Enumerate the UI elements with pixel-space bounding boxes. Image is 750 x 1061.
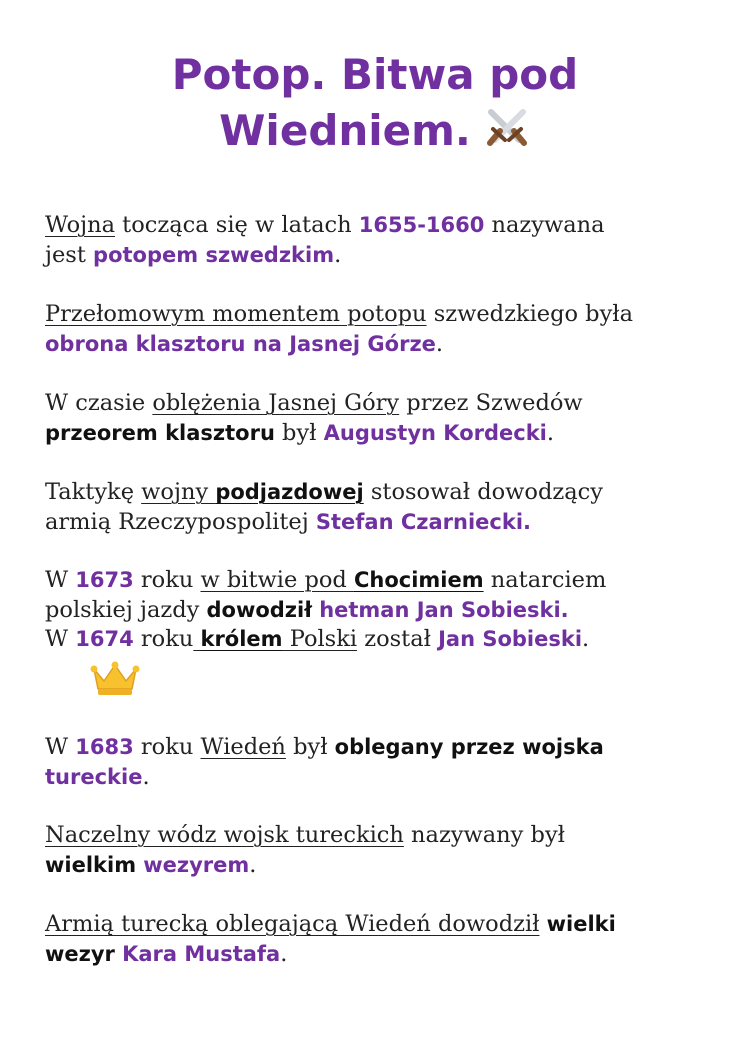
paragraph-6	[45, 733, 725, 792]
paragraph-1	[45, 211, 725, 270]
paragraph-6-line-1: W 1683 roku Wiedeń był oblegany przez wojska	[45, 734, 604, 760]
paragraph-3-line-1: W czasie oblężenia Jasnej Góry przez Szwedów	[45, 390, 583, 416]
paragraph-7	[45, 821, 725, 880]
paragraph-1-line-2: jest potopem szwedzkim.	[45, 241, 342, 268]
paragraph-4	[45, 478, 725, 537]
crown-icon	[90, 661, 140, 701]
paragraph-5-line-2: polskiej jazdy dowodził hetman Jan Sobieski.	[45, 596, 569, 623]
paragraph-5	[45, 566, 725, 655]
paragraph-6-line-2: tureckie.	[45, 763, 150, 790]
paragraph-4-line-1: Taktykę wojny podjazdowej stosował dowodzący	[45, 479, 603, 505]
paragraph-8	[45, 910, 725, 969]
paragraph-2-line-1: Przełomowym momentem potopu szwedzkiego była	[45, 301, 634, 327]
paragraph-5-line-3: W 1674 roku królem Polski został Jan Sobieski.	[45, 626, 590, 652]
paragraph-8-line-2: wezyr Kara Mustafa.	[45, 940, 288, 967]
paragraph-7-line-1: Naczelny wódz wojsk tureckich nazywany był	[45, 822, 565, 848]
paragraph-3-line-2: przeorem klasztoru był Augustyn Kordecki.	[45, 419, 555, 446]
paragraph-7-line-2: wielkim wezyrem.	[45, 851, 257, 878]
paragraph-2-line-2: obrona klasztoru na Jasnej Górze.	[45, 330, 444, 357]
paragraph-4-line-2: armią Rzeczypospolitej Stefan Czarniecki.	[45, 508, 531, 535]
paragraph-2	[45, 300, 725, 359]
page-title-line-1: Potop. Bitwa pod	[171, 50, 579, 99]
paragraph-8-line-1: Armią turecką oblegającą Wiedeń dowodził wielki	[45, 911, 616, 937]
crossed-swords-icon	[483, 106, 531, 161]
paragraph-3	[45, 389, 725, 448]
page-title-line-2: Wiedniem.	[0, 106, 750, 161]
paragraph-1-line-1: Wojna tocząca się w latach 1655-1660 nazywana	[45, 212, 605, 238]
paragraph-5-line-1: W 1673 roku w bitwie pod Chocimiem natarciem	[45, 567, 607, 593]
